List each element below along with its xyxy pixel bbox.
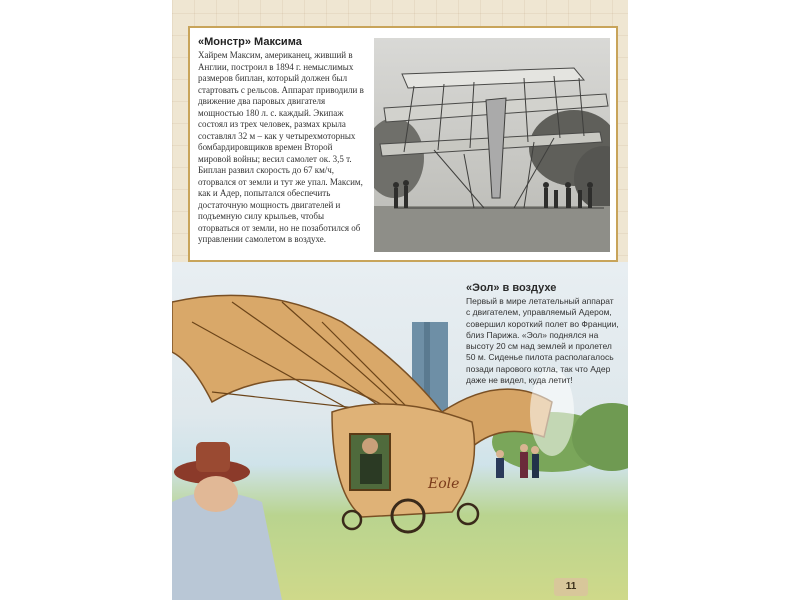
- page-number: 11: [554, 578, 588, 596]
- eole-heading: «Эол» в воздухе: [466, 282, 557, 294]
- eole-text-column: [466, 282, 620, 386]
- maxim-heading: «Монстр» Максима: [198, 36, 302, 48]
- maxim-biplane-photo: [374, 38, 610, 252]
- eole-lettering: Eole: [428, 476, 460, 492]
- biplane-photo-illustration: [374, 38, 610, 252]
- maxim-paragraph: Хайрем Максим, американец, живший в Англии, построил в 1894 г. немыслимых размеров биплан, который должен был стартовать с рельсов. Аппарат приводили в движение два паровых двигателя мощностью 180 л. с. каждый. Экипаж состоял из трех человек, размах крыла составлял 32 м – как у четырехмоторных бомбардировщиков времен Второй мировой войны; весил самолет ок. 3,5 т. Биплан развил скорость до 67 км/ч, оторвался от земли и тут же упал. Максим, как и Адер, попытался обеспечить достаточную мощность двигателей и подъемную силу крыльев, чтобы оторваться от земли, но не позаботился об управлении самолетом в воздухе.: [198, 50, 364, 244]
- maxim-text-column: [198, 34, 366, 246]
- maxim-info-box: [188, 26, 618, 262]
- eole-paragraph: Первый в мире летательный аппарат с двигателем, управляемый Адером, совершил короткий полет во Франции, близ Парижа. «Эол» поднялся на высоту 20 см над землей и пролетел 50 м. Сиденье пилота располагалось позади парового котла, так что Адер даже не видел, куда летит!: [466, 296, 619, 386]
